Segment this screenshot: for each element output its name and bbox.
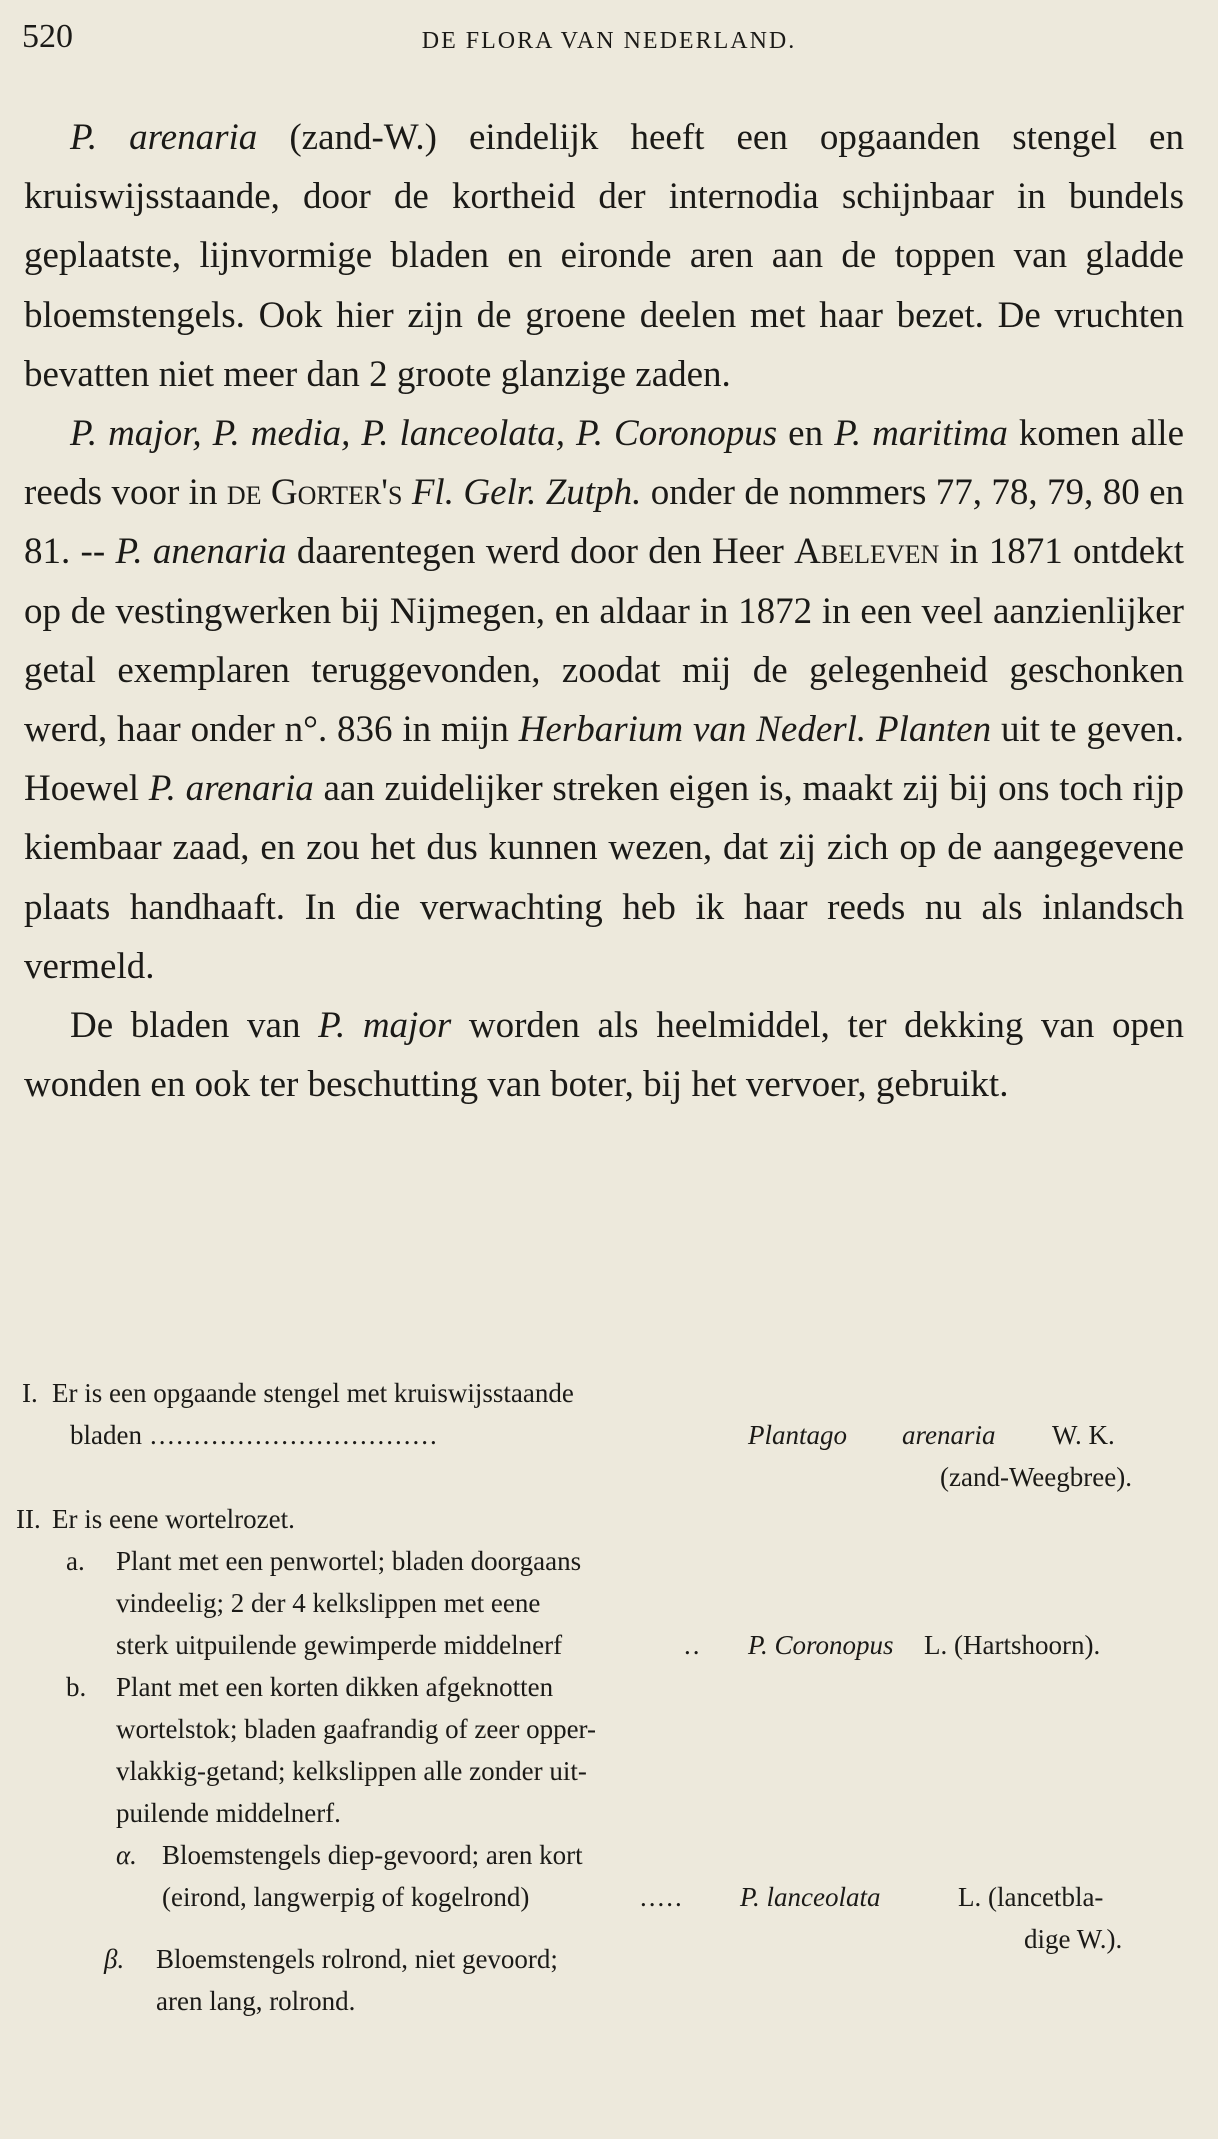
key-row bbox=[22, 1986, 1192, 2026]
key-row bbox=[22, 1944, 1192, 1984]
key-row bbox=[22, 1714, 1192, 1754]
key-number: β. bbox=[104, 1944, 125, 1974]
species-name: arenaria bbox=[902, 1420, 996, 1450]
common-name: (zand-Weegbree). bbox=[940, 1462, 1132, 1492]
key-row bbox=[22, 1840, 1192, 1880]
running-title: DE FLORA VAN NEDERLAND. bbox=[421, 28, 797, 54]
author-abbreviation: L. (Hartshoorn). bbox=[924, 1630, 1101, 1660]
key-row bbox=[22, 1462, 1192, 1502]
text-run: in 1871 ontdekt op de vestingwerken bij Nijmegen, en aldaar in 1872 in een veel aanzienlijker getal exemplaren teruggevonden, zoodat mij de gelegenheid geschonken werd, haar onder n°. 836 in mijn bbox=[24, 531, 1185, 751]
key-row bbox=[22, 1882, 1192, 1922]
body-text bbox=[24, 108, 1184, 1114]
key-text: vlakkig-getand; kelkslippen alle zonder uit- bbox=[116, 1756, 587, 1786]
species-name: Plantago bbox=[748, 1420, 847, 1450]
key-row bbox=[22, 1798, 1192, 1838]
key-text: puilende middelnerf. bbox=[116, 1798, 341, 1828]
key-row bbox=[22, 1630, 1192, 1670]
key-row bbox=[22, 1546, 1192, 1586]
italic-text: P. major bbox=[318, 1005, 452, 1047]
key-row bbox=[22, 1672, 1192, 1712]
small-caps-name: de Gorter's bbox=[226, 472, 403, 514]
text-run: (zand-W.) eindelijk heeft een opgaanden stengel en kruiswijsstaande, door de kortheid der internodia schijnbaar in bundels geplaatste, lijnvormige bladen en eironde aren aan de toppen van gladde bloemstengels. Ook hier zijn de groene deelen met haar bezet. De vruchten bevatten niet meer dan 2 groote glanzige zaden. bbox=[24, 117, 1184, 395]
text-run bbox=[402, 472, 411, 513]
key-text: sterk uitpuilende gewimperde middelnerf bbox=[116, 1630, 563, 1660]
key-text: Er is een opgaande stengel met kruiswijsstaande bbox=[52, 1378, 574, 1408]
text-run: komen alle reeds voor in bbox=[24, 413, 1184, 514]
key-text: Plant met een korten dikken afgeknotten bbox=[116, 1672, 554, 1702]
italic-text: P. anenaria bbox=[115, 531, 287, 573]
key-text: Plant met een penwortel; bladen doorgaans bbox=[116, 1546, 582, 1576]
paragraph-3 bbox=[24, 996, 1184, 1114]
key-row bbox=[22, 1378, 1192, 1418]
key-text: aren lang, rolrond. bbox=[156, 1986, 356, 2016]
common-name: dige W.). bbox=[1024, 1924, 1123, 1954]
key-text: wortelstok; bladen gaafrandig of zeer opper- bbox=[116, 1714, 597, 1744]
key-row bbox=[22, 1420, 1192, 1460]
key-number: I. bbox=[22, 1378, 38, 1408]
key-number: b. bbox=[66, 1672, 87, 1702]
author-abbreviation: L. (lancetbla- bbox=[958, 1882, 1104, 1912]
text-run: en bbox=[777, 413, 835, 455]
key-row bbox=[22, 1756, 1192, 1796]
paragraph-2 bbox=[24, 404, 1184, 996]
species-name: P. Coronopus bbox=[748, 1630, 894, 1660]
page-number: 520 bbox=[22, 18, 73, 55]
leader-dots: ................................. bbox=[150, 1420, 439, 1450]
page-header bbox=[22, 18, 1196, 68]
species-name: P. lanceolata bbox=[740, 1882, 881, 1912]
italic-text: Fl. Gelr. Zutph. bbox=[411, 472, 642, 514]
key-row bbox=[22, 1588, 1192, 1628]
key-number: α. bbox=[116, 1840, 137, 1870]
italic-text: Herbarium van Nederl. Planten bbox=[518, 709, 992, 751]
text-run: uit te geven. Hoewel bbox=[24, 709, 1185, 810]
text-run: De bladen van bbox=[70, 1005, 319, 1047]
author-abbreviation: W. K. bbox=[1052, 1420, 1115, 1450]
italic-text: P. arenaria bbox=[70, 117, 258, 158]
italic-text: P. maritima bbox=[834, 413, 1008, 455]
paragraph-1 bbox=[24, 108, 1184, 404]
key-text: vindeelig; 2 der 4 kelkslippen met eene bbox=[116, 1588, 541, 1618]
key-number: a. bbox=[66, 1546, 85, 1576]
key-row bbox=[16, 1504, 1192, 1544]
leader-dots: .. bbox=[684, 1630, 702, 1660]
text-run: onder de nommers 77, 78, 79, 80 en 81. -- bbox=[24, 472, 1185, 573]
leader-dots: ..... bbox=[640, 1882, 684, 1912]
key-text: Er is eene wortelrozet. bbox=[52, 1504, 295, 1534]
key-number: II. bbox=[16, 1504, 41, 1534]
italic-text: P. arenaria bbox=[148, 768, 314, 810]
key-text: (eirond, langwerpig of kogelrond) bbox=[162, 1882, 530, 1912]
italic-text: P. major, P. media, P. lanceolata, P. Coronopus bbox=[70, 413, 778, 455]
small-caps-name: Abeleven bbox=[794, 531, 940, 573]
text-run: worden als heelmiddel, ter dekking van open wonden en ook ter beschutting van boter, bij het vervoer, gebruikt. bbox=[24, 1005, 1184, 1106]
text-run: daarentegen werd door den Heer bbox=[286, 531, 795, 573]
key-text: Bloemstengels diep-gevoord; aren kort bbox=[162, 1840, 583, 1870]
key-text: bladen bbox=[70, 1420, 142, 1450]
text-run: aan zuidelijker streken eigen is, maakt zij bij ons toch rijp kiembaar zaad, en zou het dus kunnen wezen, dat zij zich op de aangegevene plaats handhaaft. In die verwachting heb ik haar reeds nu als inlandsch vermeld. bbox=[24, 768, 1184, 987]
key-text: Bloemstengels rolrond, niet gevoord; bbox=[156, 1944, 558, 1974]
